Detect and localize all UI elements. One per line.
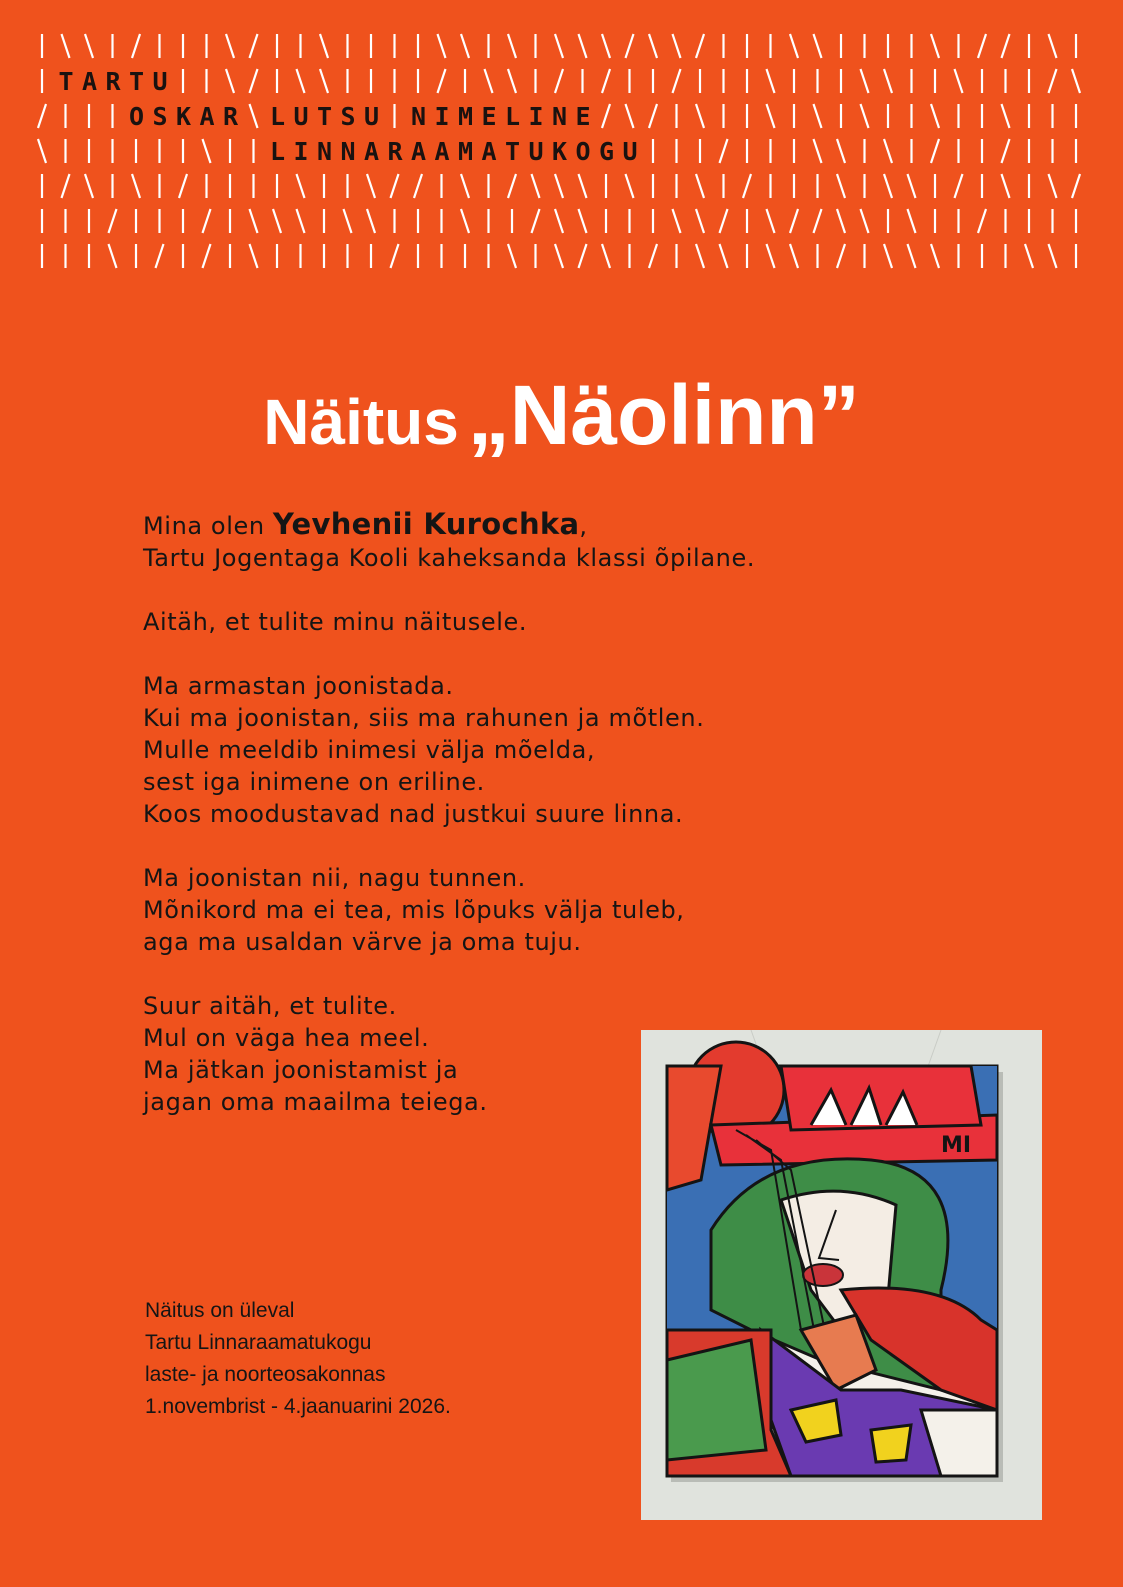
- logo-slash-mark: [673, 34, 681, 58]
- logo-slash-mark: [38, 139, 46, 163]
- logo-slash-mark: [461, 174, 469, 198]
- logo-slash-mark: [250, 34, 258, 58]
- info-line: Näitus on üleval: [145, 1299, 295, 1322]
- logo-slash-mark: [649, 34, 657, 58]
- logo-slash-mark: [438, 34, 446, 58]
- paragraph-line: Ma jätkan joonistamist ja: [143, 1056, 459, 1084]
- logo-slash-mark: [1049, 34, 1057, 58]
- intro-line-2: Tartu Jogentaga Kooli kaheksanda klassi õpilane.: [143, 544, 756, 572]
- logo-slash-mark: [461, 209, 469, 233]
- title-word: Näitus: [263, 386, 459, 459]
- exhibition-info: [145, 1295, 451, 1423]
- artwork-photo: [641, 1030, 1042, 1520]
- logo-slash-mark: [226, 34, 234, 58]
- logo-slash-mark: [179, 174, 187, 198]
- logo-slash-mark: [814, 34, 822, 58]
- logo-slash-mark: [438, 69, 446, 93]
- logo-slash-mark: [555, 34, 563, 58]
- info-line: 1.novembrist - 4.jaanuarini 2026.: [145, 1395, 451, 1418]
- logo-slash-mark: [602, 69, 610, 93]
- logo-slash-mark: [156, 244, 164, 268]
- logo-slash-mark: [1072, 174, 1080, 198]
- paragraph-line: jagan oma maailma teiega.: [143, 1088, 488, 1116]
- logo-slash-mark: [414, 174, 422, 198]
- paragraph-line: Suur aitäh, et tulite.: [143, 992, 397, 1020]
- logo-slash-mark: [555, 69, 563, 93]
- logo-slash-mark: [250, 244, 258, 268]
- paragraph-line: aga ma usaldan värve ja oma tuju.: [143, 928, 582, 956]
- logo-slash-mark: [767, 209, 775, 233]
- logo-slash-mark: [720, 244, 728, 268]
- logo-slash-mark: [250, 104, 258, 128]
- paragraph-line: Mõnikord ma ei tea, mis lõpuks välja tuleb,: [143, 896, 685, 924]
- logo-slash-mark: [367, 209, 375, 233]
- library-logo-pattern: [36, 30, 1096, 270]
- logo-slash-mark: [203, 209, 211, 233]
- logo-slash-mark: [461, 34, 469, 58]
- paragraph-line: Mul on väga hea meel.: [143, 1024, 430, 1052]
- logo-word: LINNARAAMATUKOGU: [270, 137, 647, 166]
- info-line: laste- ja noorteosakonnas: [145, 1363, 386, 1386]
- logo-slash-mark: [908, 244, 916, 268]
- logo-slash-mark: [1049, 244, 1057, 268]
- logo-slash-mark: [579, 174, 587, 198]
- logo-slash-mark: [273, 209, 281, 233]
- logo-slash-mark: [109, 244, 117, 268]
- logo-slash-mark: [532, 174, 540, 198]
- logo-slash-mark: [579, 244, 587, 268]
- logo-slash-mark: [861, 209, 869, 233]
- logo-slash-mark: [908, 174, 916, 198]
- page-title: [0, 368, 1123, 463]
- paragraph-line: sest iga inimene on eriline.: [143, 768, 485, 796]
- logo-slash-mark: [743, 174, 751, 198]
- logo-slash-mark: [978, 209, 986, 233]
- paragraph-drawing: [143, 670, 1023, 830]
- logo-slash-mark: [814, 209, 822, 233]
- logo-slash-mark: [579, 209, 587, 233]
- logo-slash-mark: [790, 244, 798, 268]
- logo-slash-mark: [508, 69, 516, 93]
- logo-slash-mark: [696, 174, 704, 198]
- logo-slash-mark: [649, 244, 657, 268]
- logo-slash-mark: [720, 139, 728, 163]
- logo-slash-mark: [203, 139, 211, 163]
- logo-slash-mark: [320, 69, 328, 93]
- logo-slash-mark: [555, 174, 563, 198]
- intro-paragraph: [143, 508, 1023, 574]
- logo-slash-mark: [297, 174, 305, 198]
- logo-slash-mark: [837, 174, 845, 198]
- logo-slash-mark: [38, 104, 46, 128]
- logo-word: TARTU: [58, 67, 177, 96]
- thanks-line: Aitäh, et tulite minu näitusele.: [143, 608, 528, 636]
- paragraph-line: Mulle meeldib inimesi välja mõelda,: [143, 736, 596, 764]
- logo-slash-mark: [508, 244, 516, 268]
- logo-slash-mark: [790, 34, 798, 58]
- logo-slash-mark: [602, 104, 610, 128]
- logo-slash-mark: [297, 69, 305, 93]
- logo-slash-mark: [109, 209, 117, 233]
- logo-slash-mark: [626, 174, 634, 198]
- logo-word: LUTSU: [270, 102, 388, 131]
- logo-slash-mark: [837, 209, 845, 233]
- logo-slash-mark: [696, 34, 704, 58]
- artist-name: Yevhenii Kurochka: [272, 507, 580, 541]
- logo-slash-mark: [132, 174, 140, 198]
- logo-slash-mark: [250, 209, 258, 233]
- logo-slash-mark: [673, 69, 681, 93]
- paragraph-line: Koos moodustavad nad justkui suure linna.: [143, 800, 684, 828]
- paragraph-line: Kui ma joonistan, siis ma rahunen ja mõtlen.: [143, 704, 705, 732]
- logo-slash-mark: [344, 209, 352, 233]
- logo-slash-mark: [85, 34, 93, 58]
- logo-slash-mark: [1002, 34, 1010, 58]
- info-line: Tartu Linnaraamatukogu: [145, 1331, 372, 1354]
- logo-slash-mark: [649, 104, 657, 128]
- intro-prefix: Mina olen: [143, 512, 273, 540]
- logo-slash-mark: [1072, 69, 1080, 93]
- logo-slash-mark: [931, 104, 939, 128]
- logo-slash-mark: [579, 34, 587, 58]
- logo-slash-mark: [532, 209, 540, 233]
- logo-slash-mark: [85, 174, 93, 198]
- logo-slash-mark: [320, 34, 328, 58]
- logo-slash-mark: [814, 139, 822, 163]
- logo-slash-mark: [226, 69, 234, 93]
- logo-word: NIMELINE: [411, 102, 600, 131]
- logo-slash-mark: [555, 209, 563, 233]
- logo-slash-mark: [132, 34, 140, 58]
- logo-slash-mark: [696, 209, 704, 233]
- logo-word: OSKAR: [129, 102, 247, 131]
- logo-slash-mark: [931, 139, 939, 163]
- logo-slash-mark: [508, 34, 516, 58]
- logo-slash-mark: [391, 244, 399, 268]
- library-logo: [36, 30, 1096, 270]
- logo-slash-mark: [1002, 104, 1010, 128]
- title-exhibition-name: „Näolinn”: [467, 368, 860, 463]
- logo-slash-mark: [62, 34, 70, 58]
- logo-slash-mark: [250, 69, 258, 93]
- logo-slash-mark: [884, 244, 892, 268]
- logo-slash-mark: [696, 244, 704, 268]
- logo-slash-mark: [884, 69, 892, 93]
- logo-slash-mark: [1049, 69, 1057, 93]
- logo-slash-mark: [1049, 174, 1057, 198]
- thanks-paragraph: [143, 606, 1023, 638]
- logo-slash-mark: [767, 244, 775, 268]
- logo-slash-mark: [884, 139, 892, 163]
- logo-slash-mark: [485, 69, 493, 93]
- logo-slash-mark: [367, 174, 375, 198]
- logo-slash-mark: [837, 244, 845, 268]
- logo-slash-mark: [673, 209, 681, 233]
- painting-signature: MI: [941, 1133, 972, 1158]
- logo-slash-mark: [955, 69, 963, 93]
- logo-slash-mark: [1002, 174, 1010, 198]
- logo-slash-mark: [555, 244, 563, 268]
- logo-slash-mark: [767, 104, 775, 128]
- logo-slash-mark: [814, 104, 822, 128]
- logo-slash-mark: [955, 174, 963, 198]
- intro-suffix: ,: [579, 512, 588, 540]
- logo-slash-mark: [696, 104, 704, 128]
- logo-slash-mark: [297, 209, 305, 233]
- logo-slash-mark: [508, 174, 516, 198]
- logo-slash-mark: [626, 34, 634, 58]
- painting-illustration: [641, 1030, 1042, 1520]
- logo-slash-mark: [884, 174, 892, 198]
- logo-slash-mark: [931, 34, 939, 58]
- paragraph-feeling: [143, 862, 1023, 958]
- paragraph-line: Ma armastan joonistada.: [143, 672, 454, 700]
- logo-slash-mark: [767, 69, 775, 93]
- logo-slash-mark: [626, 104, 634, 128]
- logo-slash-mark: [908, 209, 916, 233]
- logo-slash-mark: [1002, 139, 1010, 163]
- logo-slash-mark: [978, 34, 986, 58]
- logo-slash-mark: [391, 174, 399, 198]
- logo-slash-mark: [720, 209, 728, 233]
- logo-slash-mark: [837, 139, 845, 163]
- logo-slash-mark: [861, 69, 869, 93]
- logo-slash-mark: [931, 244, 939, 268]
- logo-slash-mark: [602, 34, 610, 58]
- logo-slash-mark: [790, 209, 798, 233]
- logo-slash-mark: [602, 244, 610, 268]
- logo-slash-mark: [203, 244, 211, 268]
- logo-slash-mark: [1025, 244, 1033, 268]
- logo-slash-mark: [62, 174, 70, 198]
- intro-line-1: [143, 508, 1023, 542]
- paragraph-line: Ma joonistan nii, nagu tunnen.: [143, 864, 526, 892]
- logo-slash-mark: [861, 104, 869, 128]
